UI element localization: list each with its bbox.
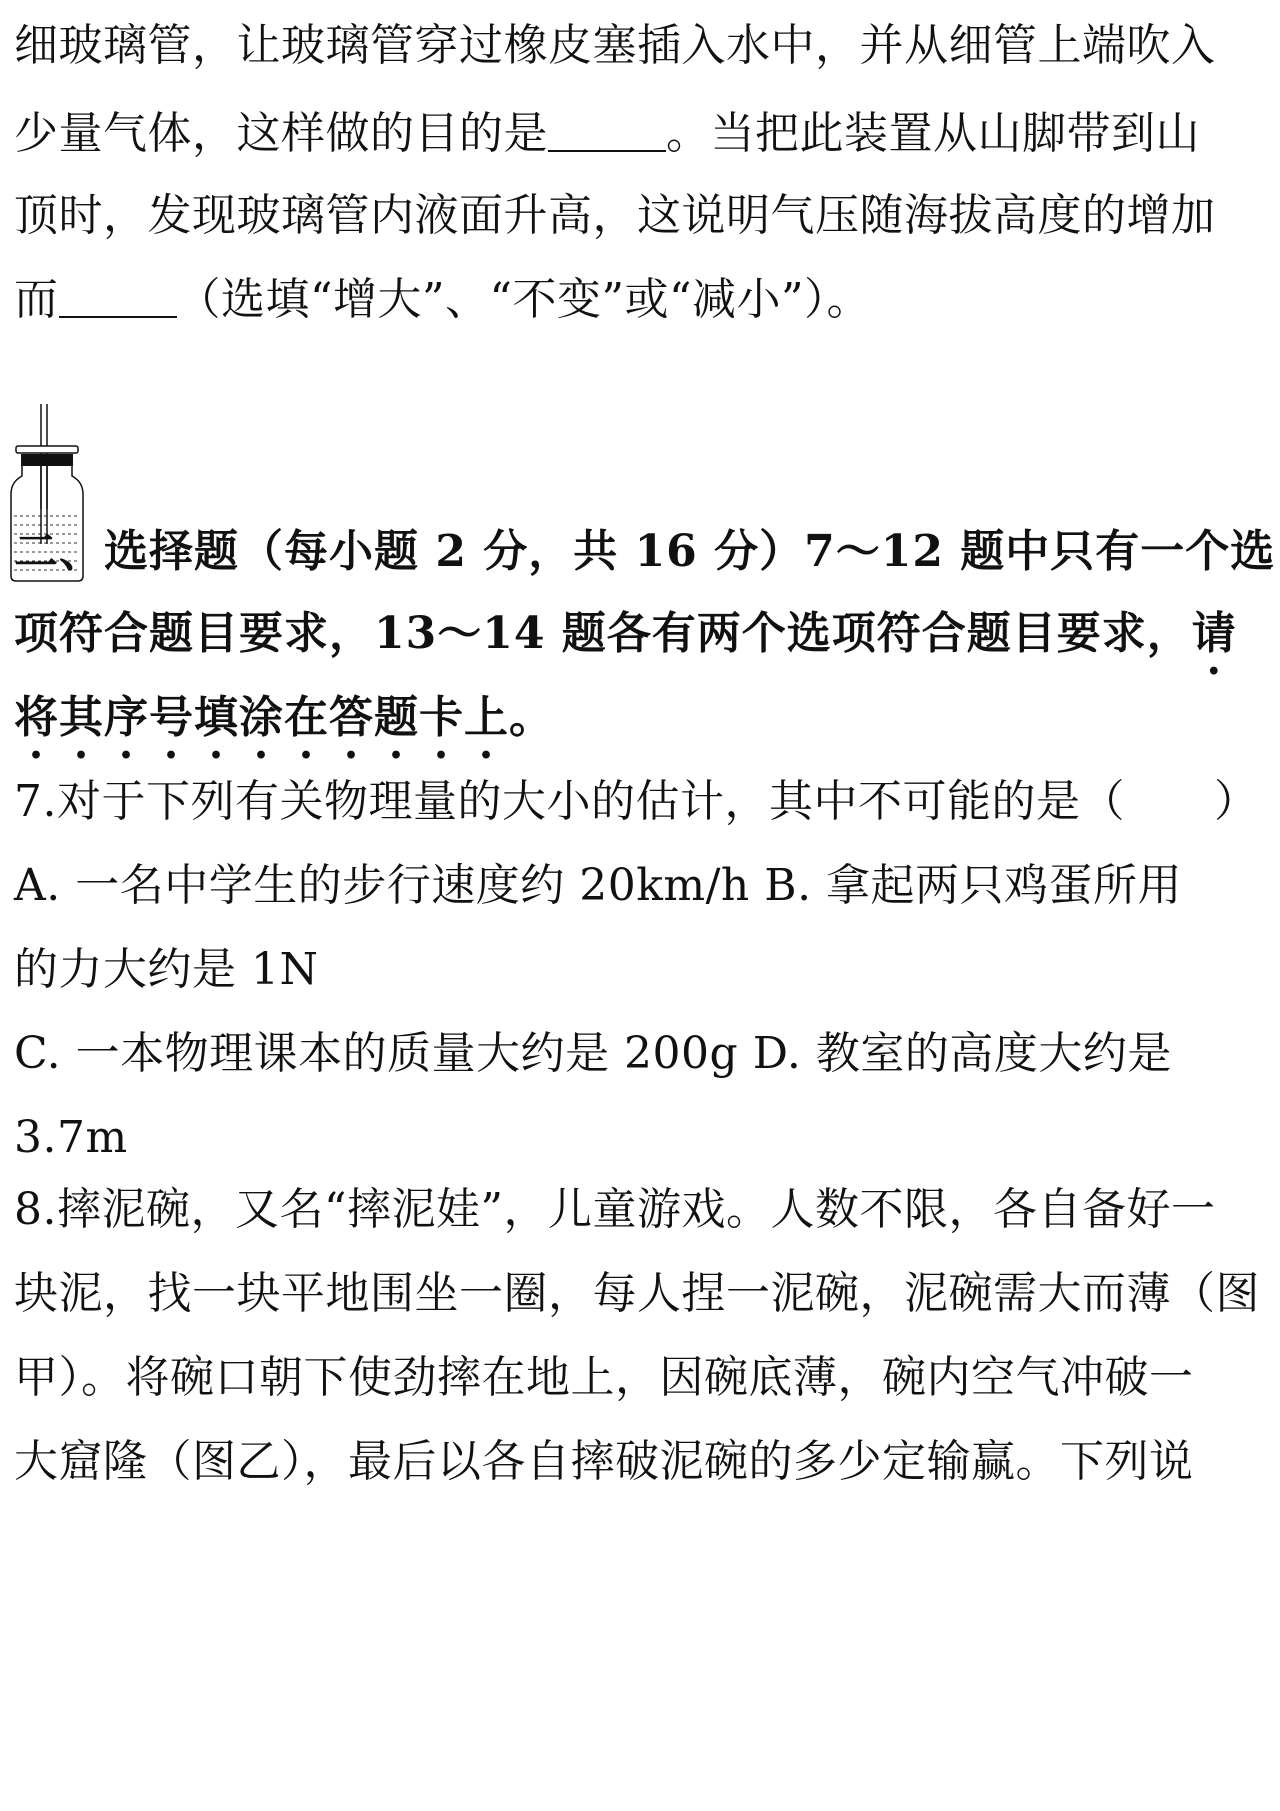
rubber-stopper <box>21 454 73 466</box>
q7-stem: 7.对于下列有关物理量的大小的估计，其中不可能的是（ ） <box>14 776 1259 827</box>
prev-question-line-4-text-b: （选填“增大”、“不变”或“减小”）。 <box>176 274 871 325</box>
q8-line-3: 甲）。将碗口朝下使劲摔在地上，因碗底薄，碗内空气冲破一 <box>14 1352 1194 1403</box>
q8-line-2: 块泥，找一块平地围坐一圈，每人捏一泥碗，泥碗需大而薄（图 <box>14 1268 1260 1319</box>
section-2-heading-line-1: 二、选择题（每小题 2 分，共 16 分）7～12 题中只有一个选 <box>14 526 1276 577</box>
prev-question-line-1: 细玻璃管，让玻璃管穿过橡皮塞插入水中，并从细管上端吹入 <box>14 20 1216 71</box>
q7-option-b-continued: 的力大约是 1N <box>14 944 319 995</box>
section-2-heading-line-2 <box>14 604 1264 685</box>
section-2-emphasis-a: 请 <box>1191 608 1237 659</box>
prev-question-line-2 <box>14 104 1264 164</box>
answer-blank-1[interactable] <box>548 110 666 152</box>
prev-question-line-4-text-a: 而 <box>14 274 59 325</box>
prev-question-line-2-text-a: 少量气体，这样做的目的是 <box>14 108 548 159</box>
q8-line-4: 大窟隆（图乙），最后以各自摔破泥碗的多少定输赢。下列说 <box>14 1436 1194 1487</box>
section-2-heading-line-3 <box>14 688 1264 769</box>
answer-blank-2[interactable] <box>59 276 177 318</box>
prev-question-line-2-text-b: 。当把此装置从山脚带到山 <box>666 108 1200 159</box>
prev-question-line-3: 顶时，发现玻璃管内液面升高，这说明气压随海拔高度的增加 <box>14 190 1216 241</box>
prev-question-line-4 <box>14 270 1264 330</box>
q7-option-d-continued: 3.7m <box>14 1112 128 1163</box>
section-2-heading-line-2-text: 项符合题目要求，13～14 题各有两个选项符合题目要求， <box>14 608 1192 659</box>
q7-options-ab: A. 一名中学生的步行速度约 20km/h B. 拿起两只鸡蛋所用 <box>14 860 1183 911</box>
q7-options-cd: C. 一本物理课本的质量大约是 200g D. 教室的高度大约是 <box>14 1028 1172 1079</box>
bottle-cap-ring <box>16 446 78 453</box>
q8-line-1: 8.摔泥碗，又名“摔泥娃”，儿童游戏。人数不限，各自备好一 <box>14 1184 1216 1235</box>
section-2-heading-line-3-end: 。 <box>509 692 554 743</box>
section-2-emphasis-b: 将其序号填涂在答题卡上 <box>14 692 509 743</box>
